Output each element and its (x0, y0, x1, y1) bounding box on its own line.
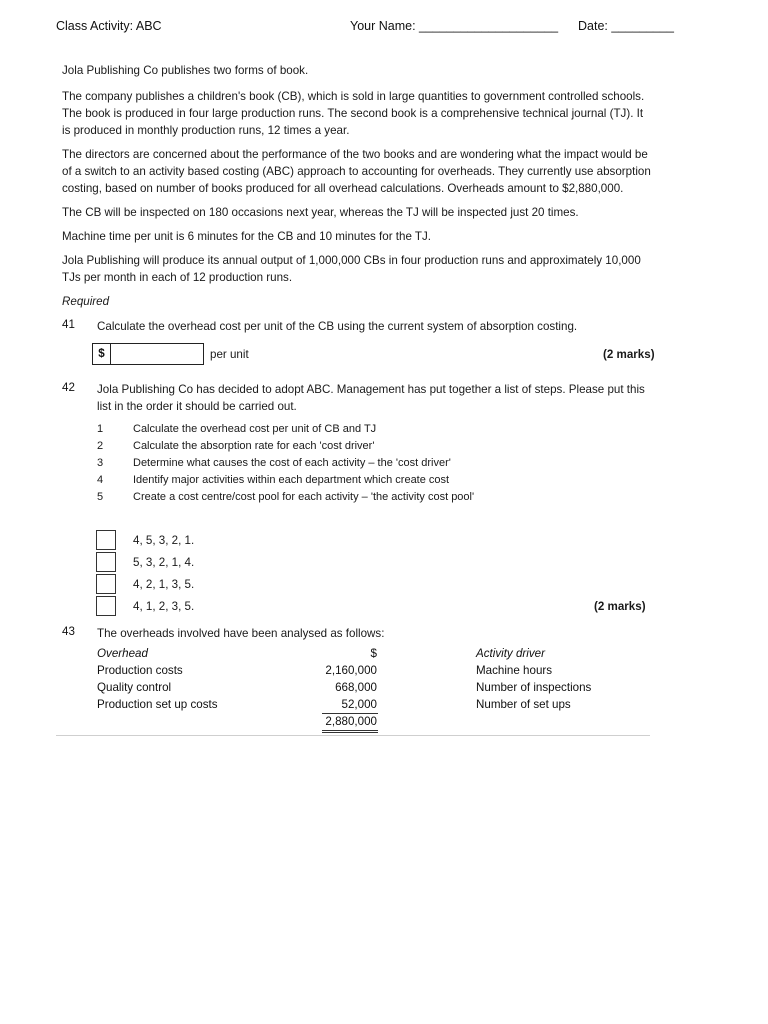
row-overhead: Production set up costs (97, 698, 218, 711)
intro-paragraph-5: Machine time per unit is 6 minutes for the CB and 10 minutes for the TJ. (62, 230, 432, 243)
col-header-driver: Activity driver (476, 647, 545, 660)
step-number: 1 (97, 423, 104, 435)
question-41-text: Calculate the overhead cost per unit of the CB using the current system of absorption costing. (97, 320, 578, 333)
total-double-rule-bottom (322, 732, 378, 733)
step-text: Calculate the absorption rate for each 'cost driver' (133, 440, 375, 452)
q41-currency-label: $ (93, 344, 111, 364)
q42-option-label: 4, 1, 2, 3, 5. (133, 600, 195, 613)
q41-per-unit-label: per unit (210, 348, 249, 361)
question-43-number: 43 (62, 625, 75, 638)
step-number: 2 (97, 440, 104, 452)
q42-option-label: 4, 2, 1, 3, 5. (133, 578, 195, 591)
subtotal-rule (322, 713, 378, 714)
q42-option-checkbox[interactable] (96, 552, 116, 572)
step-text: Calculate the overhead cost per unit of CB and TJ (133, 423, 377, 435)
step-text: Determine what causes the cost of each activity – the 'cost driver' (133, 457, 451, 469)
question-42-number: 42 (62, 381, 75, 394)
class-activity-title: Class Activity: ABC (56, 19, 162, 33)
total-amount: 2,880,000 (325, 715, 377, 728)
q41-answer-box[interactable] (92, 343, 204, 365)
step-number: 5 (97, 491, 104, 503)
q42-marks: (2 marks) (594, 600, 646, 613)
col-header-amount: $ (370, 647, 377, 660)
step-text: Identify major activities within each department which create cost (133, 474, 450, 486)
date-field[interactable]: Date: _________ (578, 19, 674, 33)
col-header-overhead: Overhead (97, 647, 148, 660)
intro-paragraph-4: The CB will be inspected on 180 occasions next year, whereas the TJ will be inspected just 20 times. (62, 206, 579, 219)
q42-option-label: 4, 5, 3, 2, 1. (133, 534, 195, 547)
row-overhead: Quality control (97, 681, 172, 694)
question-42-text-line-2: list in the order it should be carried out. (97, 400, 297, 413)
intro-paragraph-6-line-2: TJs per month in each of 12 production runs. (62, 271, 293, 284)
q42-option-checkbox[interactable] (96, 574, 116, 594)
intro-paragraph-3-line-2: of a switch to an activity based costing (ABC) approach to accounting for overheads. They currently use absorption (62, 165, 651, 178)
q42-option-checkbox[interactable] (96, 530, 116, 550)
row-driver: Number of inspections (476, 681, 592, 694)
intro-paragraph-6-line-1: Jola Publishing will produce its annual output of 1,000,000 CBs in four production runs and approximately 10,000 (62, 254, 641, 267)
question-42-text-line-1: Jola Publishing Co has decided to adopt ABC. Management has put together a list of steps. Please put this (97, 383, 645, 396)
intro-paragraph-2-line-2: The book is produced in four large production runs. The second book is a comprehensive technical journal (TJ). It (62, 107, 644, 120)
row-amount: 668,000 (335, 681, 377, 694)
intro-paragraph-3-line-3: costing, based on number of books produced for all overhead calculations. Overheads amount to $2,880,000. (62, 182, 624, 195)
your-name-field[interactable]: Your Name: ____________________ (350, 19, 559, 33)
total-double-rule-top (322, 730, 378, 731)
intro-paragraph-2-line-3: is produced in monthly production runs, 12 times a year. (62, 124, 350, 137)
row-driver: Machine hours (476, 664, 553, 677)
row-amount: 52,000 (341, 698, 377, 711)
row-overhead: Production costs (97, 664, 183, 677)
row-driver: Number of set ups (476, 698, 571, 711)
intro-paragraph-1: Jola Publishing Co publishes two forms of book. (62, 64, 309, 77)
intro-paragraph-3-line-1: The directors are concerned about the performance of the two books and are wondering what the impact would be (62, 148, 648, 161)
section-divider (56, 735, 650, 736)
row-amount: 2,160,000 (325, 664, 377, 677)
required-heading: Required (62, 295, 110, 308)
q42-option-checkbox[interactable] (96, 596, 116, 616)
question-43-text: The overheads involved have been analysed as follows: (97, 627, 385, 640)
step-number: 4 (97, 474, 104, 486)
step-text: Create a cost centre/cost pool for each activity – 'the activity cost pool' (133, 491, 475, 503)
step-number: 3 (97, 457, 104, 469)
intro-paragraph-2-line-1: The company publishes a children's book (CB), which is sold in large quantities to government controlled schools. (62, 90, 645, 103)
q42-option-label: 5, 3, 2, 1, 4. (133, 556, 195, 569)
q41-marks: (2 marks) (603, 348, 655, 361)
question-41-number: 41 (62, 318, 75, 331)
